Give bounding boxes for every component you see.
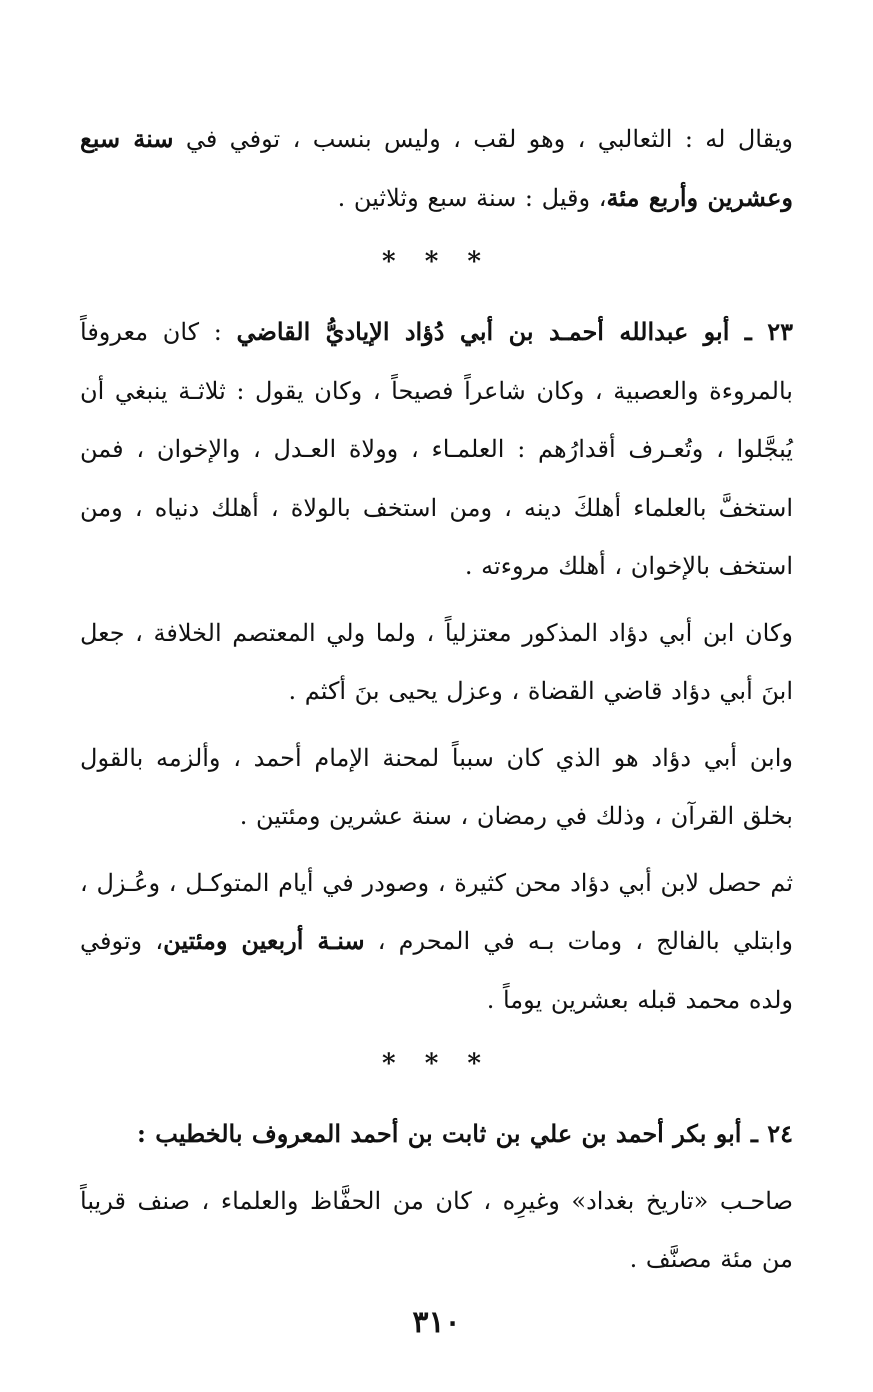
paragraph-text: ثم حصل لابن أبي دؤاد محن كثيرة ، وصودر في أيام المتوكـل ، وعُـزل ، وابتلي بالفالج ، ومات بـه في المحرم ، (80, 868, 793, 955)
page-number: ٣١٠ (412, 1305, 461, 1340)
entry-24-heading: ٢٤ ـ أبو بكر أحمد بن علي بن ثابت بن أحمد المعروف بالخطيب : (137, 1119, 793, 1148)
entry-23-paragraph-2: وكان ابن أبي دؤاد المذكور معتزلياً ، ولما ولي المعتصم الخلافة ، جعل ابنَ أبي دؤاد قاضي القضاة ، وعزل يحيى بنَ أكثم . (80, 618, 793, 705)
paragraph-text: ، وتوفي ولده محمد قبله بعشرين يوماً . (80, 927, 793, 1014)
paragraph-text: : كان معروفاً بالمروءة والعصبية ، وكان شاعراً فصيحاً ، وكان يقول : ثلاثـة ينبغي أن يُبجَّلوا ، وتُعـرف أقدارُهم : العلمـاء ، وولاة العـدل ، والإخوان ، فمن استخفَّ بالعلماء أهلكَ دينه ، ومن استخف بالولاة ، أهلك دنياه ، ومن استخف بالإخوان ، أهلك مروءته . (80, 318, 793, 580)
entry-23-heading: ٢٣ ـ أبو عبدالله أحمـد بن أبي دُؤاد الإياديُّ القاضي (236, 317, 793, 346)
entry-23-paragraph-4 (80, 854, 793, 1030)
section-separator: * * * (382, 1049, 491, 1079)
death-year-bold: سنـة أربعين ومئتين (163, 926, 365, 955)
paragraph-text: ويقال له : الثعالبي ، وهو لقب ، وليس بنسب ، توفي في (173, 125, 793, 153)
section-separator: * * * (382, 247, 491, 277)
entry-24-paragraph-1: صاحـب «تاريخ بغداد» وغيرِه ، كان من الحفَّاظ والعلماء ، صنف قريباً من مئة مصنَّف . (80, 1186, 793, 1273)
paragraph-text: ، وقيل : سنة سبع وثلاثين . (337, 183, 607, 212)
death-year-bold: سنة سبع وعشرين وأربع مئة (80, 124, 793, 212)
entry-23-paragraph-3: وابن أبي دؤاد هو الذي كان سبباً لمحنة الإمام أحمد ، وألزمه بالقول بخلق القرآن ، وذلك في رمضان ، سنة عشرين ومئتين . (80, 743, 793, 830)
entry-23-paragraph-1 (80, 303, 793, 596)
paragraph-prev-entry (80, 110, 793, 227)
book-page (80, 110, 793, 1332)
